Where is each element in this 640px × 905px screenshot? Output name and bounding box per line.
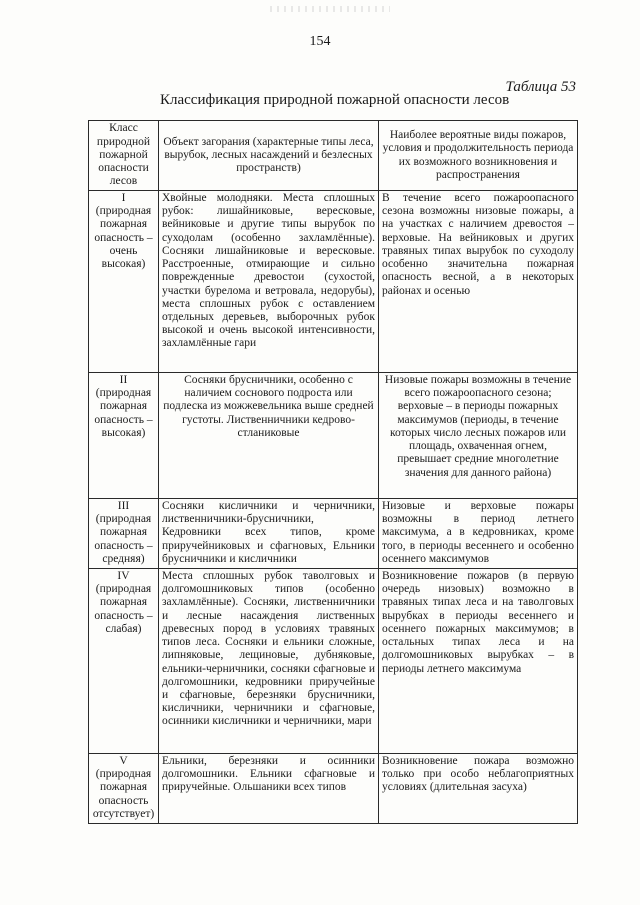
class-description: (природная пожарная опасность – слабая) bbox=[94, 583, 153, 635]
class-cell bbox=[89, 191, 159, 373]
class-cell bbox=[89, 373, 159, 499]
class-cell bbox=[89, 499, 159, 569]
class-number: I bbox=[121, 192, 126, 204]
scan-noise bbox=[270, 6, 390, 12]
class-description: (природная пожарная опасность – средняя) bbox=[94, 513, 153, 565]
object-cell: Хвойные молодняки. Места сплошных рубок: лишайниковые, вересковые, вейниковые и другие типы вырубок по суходолам (особенно захламлённые). Сосняки лишайниковые и вересковые. Расстроенные, отмирающие и сильно поврежденные древостои (сухостой, участки бурелома и ветровала, недорубы), места сплошных рубок с оставлением отдельных деревьев, выборочных рубок высокой и очень высокой интенсивности, захламлённые гари bbox=[159, 191, 379, 373]
fires-cell: Низовые и верховые пожары возможны в период летнего максимума, а в кедровниках, кроме того, в периоды весеннего и особенно осеннего максимумов bbox=[379, 499, 578, 569]
fires-cell: В течение всего пожароопасного сезона возможны низовые пожары, а на участках с наличием древостоя – верховые. На вейниковых и других травяных типах вырубок по суходолу особенно значительна пожарная опасность весной, а в некоторых районах и осенью bbox=[379, 191, 578, 373]
object-cell: Места сплошных рубок таволговых и долгомошниковых типов (особенно захламлённые). Сосняки, лиственничники и лесные насаждения лиственных древесных пород в условиях травяных типов леса. Сосняки и ельники сложные, липняковые, лещиновые, дубняковые, ельники-черничники, сосняки сфагновые и долгомошники, кедровники приручейные и сфагновые, березняки брусничники, кисличники, черничники и сфагновые, осинники кисличники и черничники, мари bbox=[159, 569, 379, 754]
fires-cell: Возникновение пожара возможно только при особо неблагоприятных условиях (длительная засуха) bbox=[379, 754, 578, 824]
class-description: (природная пожарная опасность – высокая) bbox=[94, 387, 153, 439]
document-title: Классификация природной пожарной опасности лесов bbox=[160, 92, 510, 108]
class-number: II bbox=[119, 374, 128, 386]
table-row bbox=[89, 754, 578, 824]
table-label: Таблица 53 bbox=[505, 79, 576, 95]
header-class: Класс природной пожарной опасности лесов bbox=[89, 121, 159, 191]
object-cell: Ельники, березняки и осинники долгомошники. Ельники сфагновые и приручейные. Ольшаники всех типов bbox=[159, 754, 379, 824]
table-header-row bbox=[89, 121, 578, 191]
class-number: IV bbox=[117, 570, 130, 582]
class-description: (природная пожарная опасность отсутствует) bbox=[92, 768, 155, 820]
fires-cell: Возникновение пожаров (в первую очередь низовых) возможно в травяных типах леса и на таволговых вырубках в периоды весеннего и осеннего пожарных максимумов; в остальных типах леса и на долгомошниковых вырубках – в периоды летнего максимума bbox=[379, 569, 578, 754]
table-row bbox=[89, 373, 578, 499]
page-number: 154 bbox=[309, 34, 331, 49]
table-row bbox=[89, 569, 578, 754]
object-cell: Сосняки кисличники и черничники, лиственничники-брусничники, Кедровники всех типов, кроме приручейниковых и сфагновых, Ельники брусничники и кисличники bbox=[159, 499, 379, 569]
table-row bbox=[89, 191, 578, 373]
fires-cell: Низовые пожары возможны в течение всего пожароопасного сезона; верховые – в периоды пожарных максимумов (периоды, в течение которых число лесных пожаров или площадь, охваченная огнем, превышает средние многолетние значения для данного района) bbox=[379, 373, 578, 499]
fire-hazard-table bbox=[88, 120, 578, 824]
table-row bbox=[89, 499, 578, 569]
class-description: (природная пожарная опасность – очень высокая) bbox=[94, 205, 153, 271]
class-number: III bbox=[117, 500, 130, 512]
class-cell bbox=[89, 754, 159, 824]
class-cell bbox=[89, 569, 159, 754]
header-fires: Наиболее вероятные виды пожаров, условия и продолжительность периода их возможного возникновения и распространения bbox=[379, 121, 578, 191]
header-object: Объект загорания (характерные типы леса, вырубок, лесных насаждений и безлесных пространств) bbox=[159, 121, 379, 191]
class-number: V bbox=[119, 755, 128, 767]
object-cell: Сосняки брусничники, особенно с наличием соснового подроста или подлеска из можжевельника выше средней густоты. Лиственничники кедрово-стланиковые bbox=[159, 373, 379, 499]
